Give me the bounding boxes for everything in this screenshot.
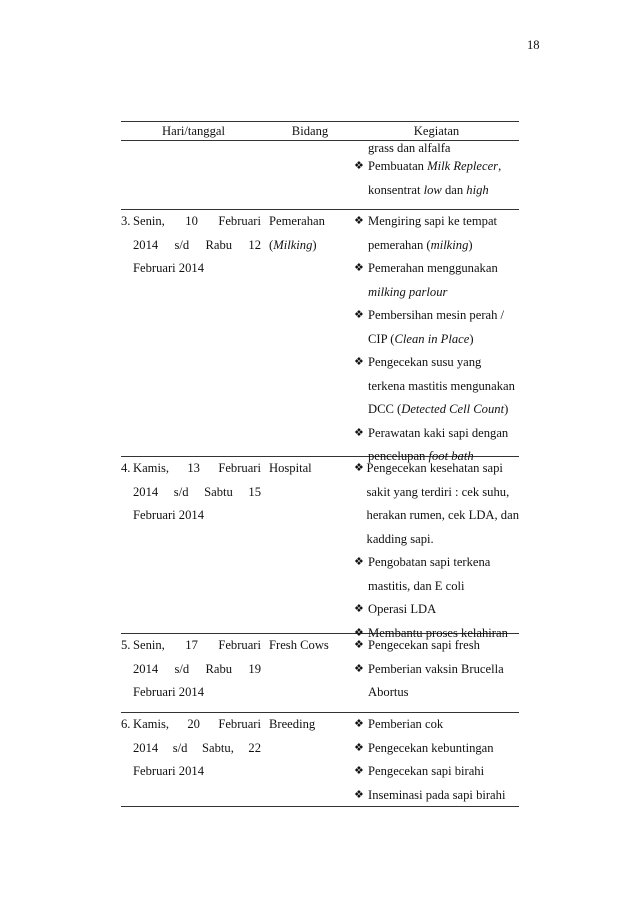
list-item: ❖ Mengiring sapi ke tempat pemerahan (milking) [354, 210, 519, 257]
list-item: ❖ Pemberian cok [354, 713, 519, 737]
list-item: ❖ Pengecekan susu yang terkena mastitis mengunakan DCC (Detected Cell Count) [354, 351, 519, 422]
header-field: Bidang [291, 123, 329, 138]
row-activities [354, 210, 519, 463]
diamond-bullet-icon: ❖ [354, 462, 364, 474]
diamond-bullet-icon: ❖ [354, 262, 364, 274]
row-activities [354, 713, 519, 806]
list-item: ❖ Pengecekan sapi fresh [354, 634, 519, 658]
header-activity: Kegiatan [413, 123, 460, 138]
diamond-bullet-icon: ❖ [354, 426, 364, 439]
row-number: 3. [121, 214, 131, 228]
row-date: Senin, 10 Februari 2014 s/d Rabu 12 Februari 2014 [133, 214, 261, 275]
table-header [121, 122, 519, 140]
row-date: Kamis, 13 Februari 2014 s/d Sabtu 15 Februari 2014 [133, 461, 261, 522]
diamond-bullet-icon: ❖ [354, 662, 364, 675]
continuation-line: grass dan alfalfa [368, 141, 451, 155]
activity-table [121, 121, 519, 807]
list-item: ❖ Pengobatan sapi terkena mastitis, dan E coli [354, 551, 519, 598]
table-row [121, 713, 519, 806]
header-date: Hari/tanggal [162, 123, 225, 138]
row-number: 6. [121, 717, 131, 731]
list-item: ❖ Pengecekan sapi birahi [354, 760, 519, 784]
diamond-bullet-icon: ❖ [354, 718, 364, 730]
diamond-bullet-icon: ❖ [354, 309, 364, 321]
diamond-bullet-icon: ❖ [354, 556, 364, 568]
page-number: 18 [527, 38, 540, 52]
row-field: Fresh Cows [269, 638, 329, 652]
row-number: 4. [121, 461, 131, 475]
diamond-bullet-icon: ❖ [354, 215, 364, 227]
diamond-bullet-icon: ❖ [354, 765, 364, 777]
diamond-bullet-icon: ❖ [354, 160, 364, 172]
diamond-bullet-icon: ❖ [354, 603, 364, 615]
list-item: ❖ Membantu proses kelahiran [354, 622, 519, 646]
row-activities [354, 634, 519, 712]
row-number: 5. [121, 638, 131, 652]
diamond-bullet-icon: ❖ [354, 788, 364, 801]
list-item: ❖ Pengecekan kebuntingan [354, 737, 519, 761]
list-item: ❖ Inseminasi pada sapi birahi [354, 784, 519, 808]
row-activities [354, 457, 519, 640]
table-row [121, 457, 519, 640]
list-item: ❖ Pembersihan mesin perah / CIP (Clean in Place) [354, 304, 519, 351]
diamond-bullet-icon: ❖ [354, 626, 364, 639]
list-item: ❖ Pemerahan menggunakan milking parlour [354, 257, 519, 304]
list-item: ❖ Pemberian vaksin Brucella Abortus [354, 658, 519, 705]
row-field: Pemerahan (Milking) [269, 214, 325, 252]
list-item: ❖ Pengecekan kesehatan sapi sakit yang terdiri : cek suhu, herakan rumen, cek LDA, dan kadding sapi. [354, 457, 519, 551]
list-item: ❖ Perawatan kaki sapi dengan pencelupan foot bath [354, 422, 519, 469]
row-field: Hospital [269, 461, 312, 475]
diamond-bullet-icon: ❖ [354, 356, 364, 368]
row-field: Breeding [269, 717, 316, 731]
table-row [121, 210, 519, 463]
table-row [121, 634, 519, 712]
list-item: ❖ Pembuatan Milk Replecer, konsentrat low dan high [354, 155, 519, 202]
row-date: Kamis, 20 Februari 2014 s/d Sabtu, 22 Februari 2014 [133, 717, 261, 778]
diamond-bullet-icon: ❖ [354, 741, 364, 754]
list-item: ❖ Operasi LDA [354, 598, 519, 622]
table-row-continuation [121, 141, 519, 209]
row-date: Senin, 17 Februari 2014 s/d Rabu 19 Februari 2014 [133, 638, 261, 699]
diamond-bullet-icon: ❖ [354, 639, 364, 651]
